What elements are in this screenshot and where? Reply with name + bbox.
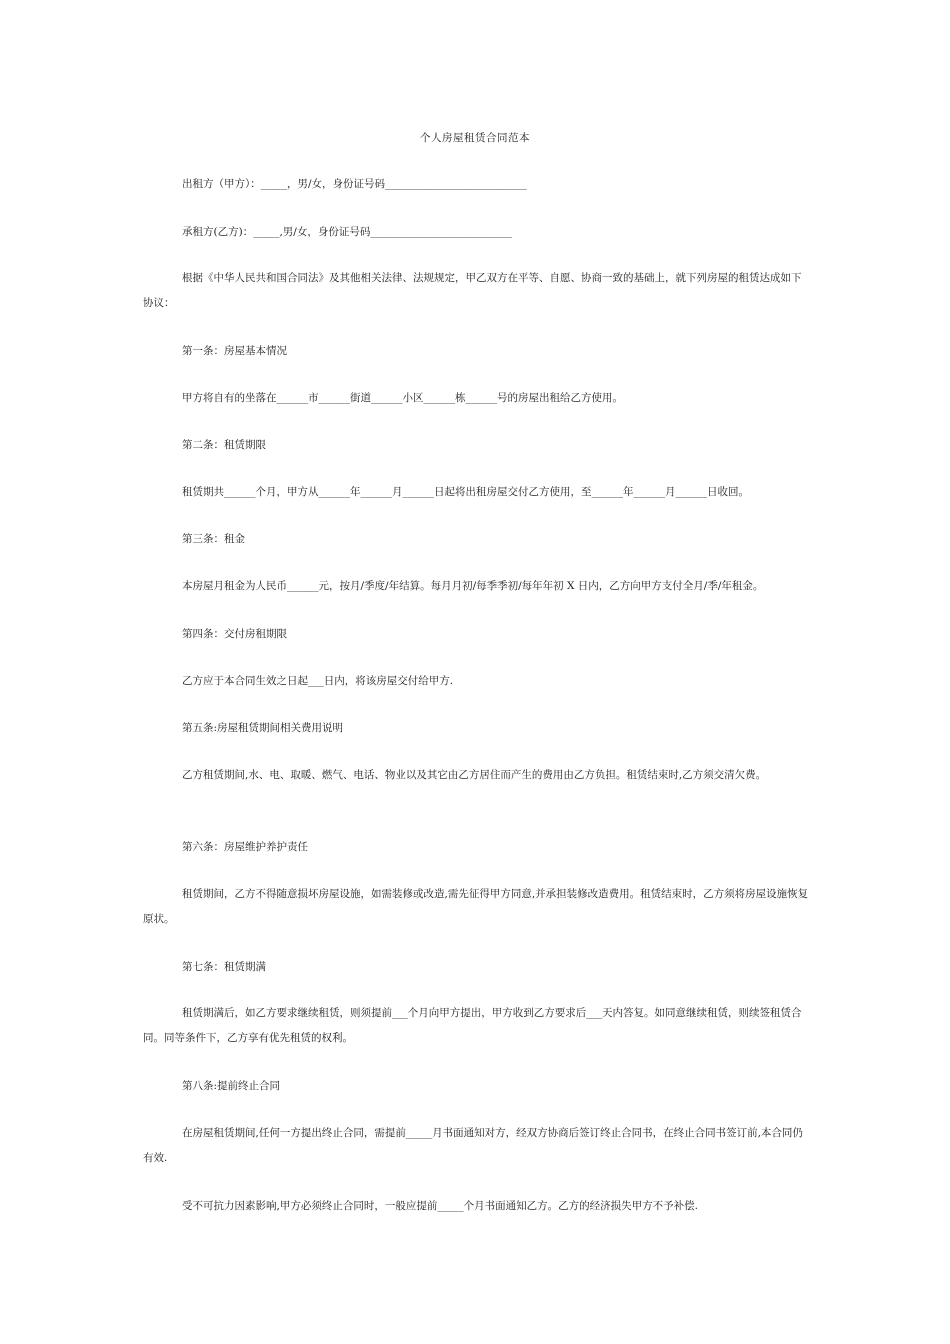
preamble-paragraph: 根据《中华人民共和国合同法》及其他相关法律、法规规定，甲乙双方在平等、自愿、协商一致的基础上，就下列房屋的租赁达成如下协议： <box>143 272 802 309</box>
article8-heading: 第八条:提前终止合同 <box>182 1080 281 1092</box>
article4-heading: 第四条：交付房租期限 <box>182 628 287 640</box>
article1-heading: 第一条：房屋基本情况 <box>182 345 287 357</box>
article4-text: 乙方应于本合同生效之日起___日内，将该房屋交付给甲方. <box>182 675 454 687</box>
article6-heading: 第六条：房屋维护养护责任 <box>182 841 308 853</box>
article1-text: 甲方将自有的坐落在______市______街道______小区______栋______号的房屋出租给乙方使用。 <box>182 392 623 404</box>
document-title: 个人房屋租赁合同范本 <box>420 132 530 144</box>
article3-heading: 第三条：租金 <box>182 533 245 545</box>
article5-text: 乙方租赁期间,水、电、取暖、燃气、电话、物业以及其它由乙方居住而产生的费用由乙方负担。租赁结束时,乙方须交清欠费。 <box>182 769 767 781</box>
article5-heading: 第五条:房屋租赁期间相关费用说明 <box>182 722 344 734</box>
article3-text: 本房屋月租金为人民币______元，按月/季度/年结算。每月月初/每季季初/每年年初 X 日内，乙方向甲方支付全月/季/年租金。 <box>182 580 764 592</box>
lessor-line: 出租方（甲方）：_____，男/女，身份证号码___________________________ <box>182 178 527 190</box>
article6-text: 租赁期间，乙方不得随意损坏房屋设施，如需装修或改造,需先征得甲方同意,并承担装修改造费用。租赁结束时，乙方须将房屋设施恢复原状。 <box>143 888 809 925</box>
article7-heading: 第七条：租赁期满 <box>182 961 266 973</box>
article8-text-1: 在房屋租赁期间,任何一方提出终止合同，需提前_____月书面通知对方，经双方协商后签订终止合同书，在终止合同书签订前,本合同仍有效. <box>143 1127 803 1164</box>
article2-text: 租赁期共______个月，甲方从______年______月______日起将出租房屋交付乙方使用，至______年______月______日收回。 <box>182 486 749 498</box>
article2-heading: 第二条：租赁期限 <box>182 439 266 451</box>
article7-text: 租赁期满后，如乙方要求继续租赁，则须提前___个月向甲方提出，甲方收到乙方要求后___天内答复。如同意继续租赁，则续签租赁合同。同等条件下，乙方享有优先租赁的权利。 <box>143 1007 802 1044</box>
article8-text-2: 受不可抗力因素影响,甲方必须终止合同时，一般应提前_____个月书面通知乙方。乙方的经济损失甲方不予补偿. <box>182 1200 698 1212</box>
lessee-line: 承租方(乙方)：_____,男/女，身份证号码___________________________ <box>182 226 513 238</box>
